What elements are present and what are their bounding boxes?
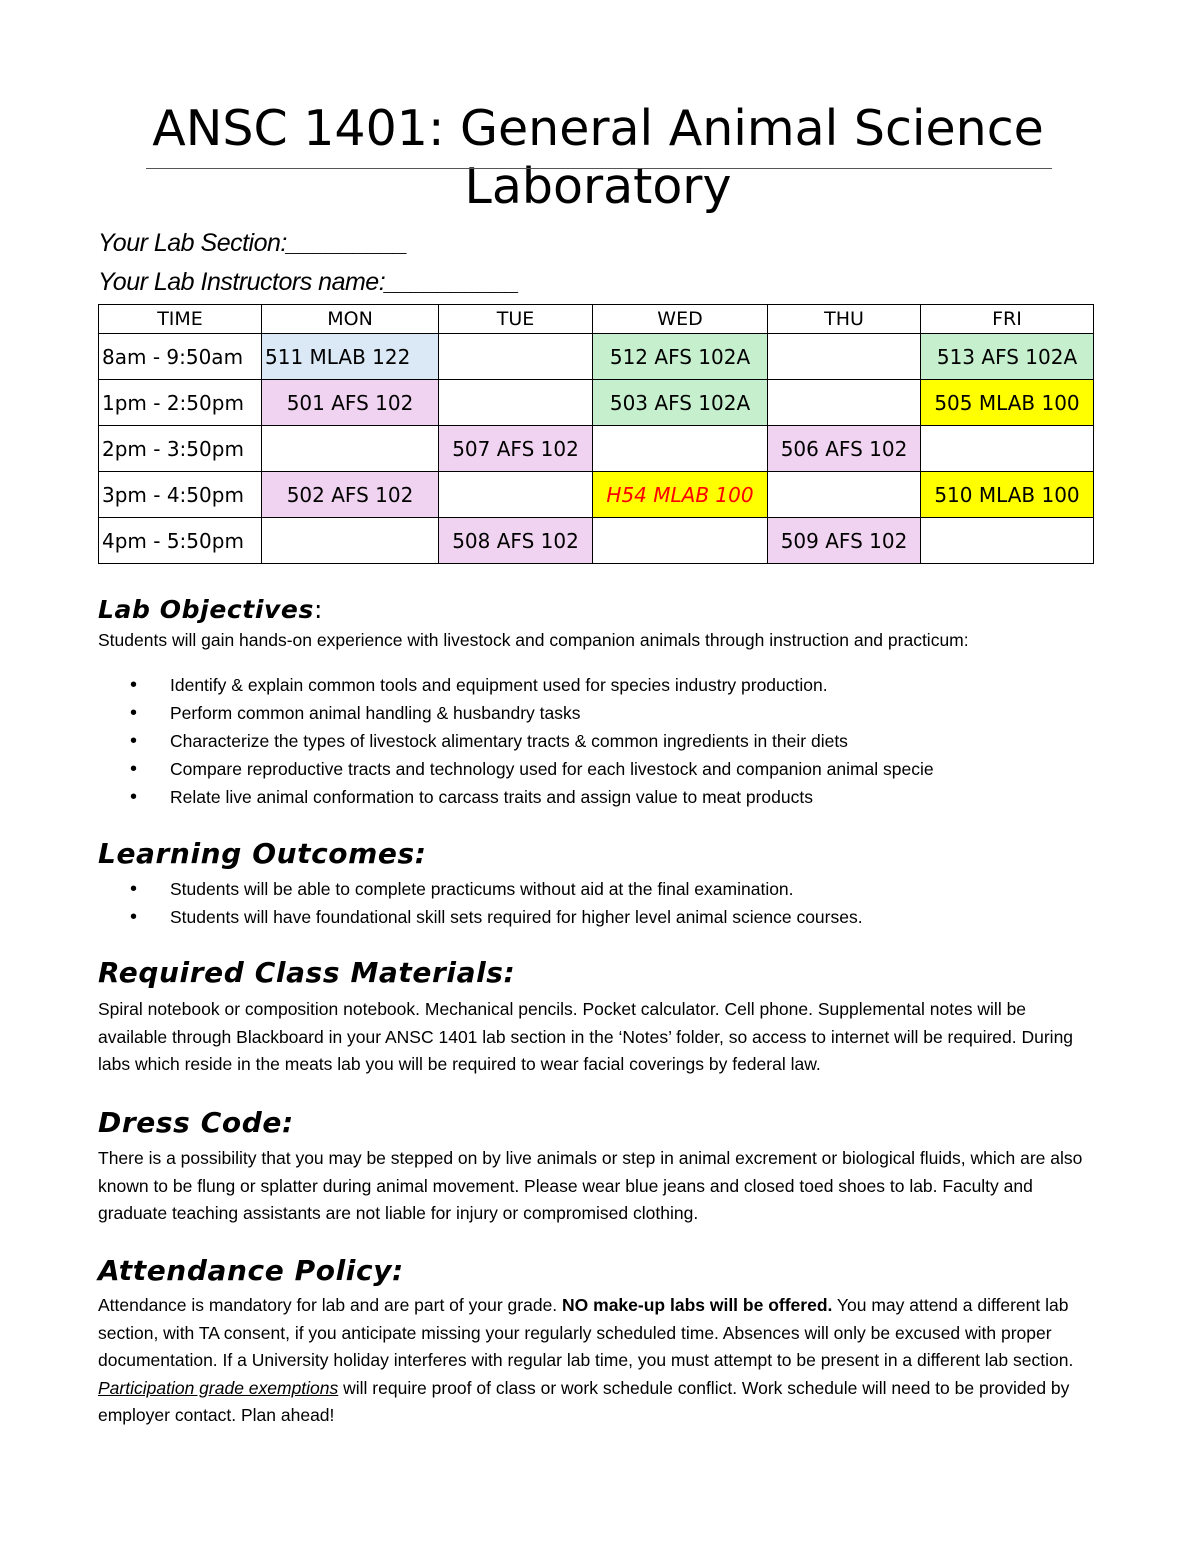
wed-cell: 503 AFS 102A (593, 380, 768, 426)
mon-cell: 502 AFS 102 (262, 472, 439, 518)
attendance-text-part1: Attendance is mandatory for lab and are part of your grade. (98, 1295, 563, 1315)
attendance-heading: Attendance Policy: (98, 1254, 404, 1287)
wed-cell (593, 518, 768, 564)
materials-text: Spiral notebook or composition notebook. Mechanical pencils. Pocket calculator. Cell phone. Supplemental notes will be available through Blackboard in your ANSC 1401 lab section in the ‘Notes’ folder, so access to internet will be required. During labs which reside in the meats lab you will be required to wear facial coverings by federal law. (98, 999, 1074, 1074)
time-cell: 4pm - 5:50pm (99, 518, 262, 564)
schedule-table (98, 304, 1094, 564)
table-row (99, 380, 1094, 426)
time-cell: 8am - 9:50am (99, 334, 262, 380)
thu-cell (768, 334, 921, 380)
wed-cell: 512 AFS 102A (593, 334, 768, 380)
attendance-no-makeup: NO make-up labs will be offered. (562, 1295, 833, 1315)
attendance-text (98, 1292, 1098, 1430)
attendance-exemptions: Participation grade exemptions (98, 1377, 339, 1398)
list-item: • Students will have foundational skill sets required for higher level animal science courses. (98, 903, 863, 931)
header-mon: MON (262, 305, 439, 334)
list-item: • Perform common animal handling & husbandry tasks (98, 699, 934, 727)
tue-cell: 507 AFS 102 (439, 426, 593, 472)
tue-cell (439, 380, 593, 426)
time-cell: 3pm - 4:50pm (99, 472, 262, 518)
list-item: • Identify & explain common tools and equipment used for species industry production. (98, 671, 934, 699)
dress-code-heading: Dress Code: (98, 1106, 294, 1139)
table-row (99, 518, 1094, 564)
fri-cell: 510 MLAB 100 (921, 472, 1094, 518)
mon-cell: 501 AFS 102 (262, 380, 439, 426)
objectives-list (98, 671, 934, 811)
wed-cell (593, 426, 768, 472)
header-fri: FRI (921, 305, 1094, 334)
title-underline (146, 168, 1052, 169)
header-tue: TUE (439, 305, 593, 334)
attendance-text-part3: will require proof of class or work schedule conflict. Work schedule will need to be provided by employer contact. Plan ahead! (98, 1377, 1070, 1425)
objectives-heading (98, 595, 323, 624)
thu-cell (768, 472, 921, 518)
table-row (99, 334, 1094, 380)
lab-instructor-field: Your Lab Instructors name:__________ (98, 268, 520, 296)
outcomes-heading: Learning Outcomes: (98, 837, 427, 870)
materials-heading: Required Class Materials: (98, 956, 516, 989)
header-time: TIME (99, 305, 262, 334)
thu-cell: 506 AFS 102 (768, 426, 921, 472)
lab-section-field: Your Lab Section:_________ (98, 229, 408, 257)
table-row (99, 472, 1094, 518)
header-wed: WED (593, 305, 768, 334)
objectives-heading-text: Lab Objectives (98, 595, 314, 624)
time-cell: 1pm - 2:50pm (99, 380, 262, 426)
list-item: • Compare reproductive tracts and technology used for each livestock and companion animal specie (98, 755, 934, 783)
list-item: • Relate live animal conformation to carcass traits and assign value to meat products (98, 783, 934, 811)
fri-cell: 505 MLAB 100 (921, 380, 1094, 426)
objectives-heading-colon: : (313, 595, 323, 624)
thu-cell: 509 AFS 102 (768, 518, 921, 564)
table-row (99, 426, 1094, 472)
wed-cell: H54 MLAB 100 (593, 472, 768, 518)
objectives-intro: Students will gain hands-on experience with livestock and companion animals through instruction and practicum: (98, 630, 969, 650)
fri-cell (921, 426, 1094, 472)
schedule-header-row (99, 305, 1094, 334)
list-item: • Characterize the types of livestock alimentary tracts & common ingredients in their diets (98, 727, 934, 755)
mon-cell: 511 MLAB 122 (262, 334, 439, 380)
mon-cell (262, 518, 439, 564)
fri-cell: 513 AFS 102A (921, 334, 1094, 380)
attendance-text-part2: You may attend a different lab section, with TA consent, if you anticipate missing your regularly scheduled time. Absences will only be excused with proper documentation. If a University holiday interferes with regular lab time, you must attempt to be present in a different lab section. (98, 1295, 1074, 1370)
list-item: • Students will be able to complete practicums without aid at the final examination. (98, 875, 863, 903)
page-title: ANSC 1401: General Animal Science Laboratory (152, 100, 1044, 215)
tue-cell (439, 334, 593, 380)
tue-cell: 508 AFS 102 (439, 518, 593, 564)
dress-code-text: There is a possibility that you may be stepped on by live animals or step in animal excrement or biological fluids, which are also known to be flung or splatter during animal movement. Please wear blue jeans and closed toed shoes to lab. Faculty and graduate teaching assistants are not liable for injury or compromised clothing. (98, 1148, 1083, 1223)
tue-cell (439, 472, 593, 518)
header-thu: THU (768, 305, 921, 334)
mon-cell (262, 426, 439, 472)
time-cell: 2pm - 3:50pm (99, 426, 262, 472)
fri-cell (921, 518, 1094, 564)
outcomes-list (98, 875, 863, 931)
thu-cell (768, 380, 921, 426)
